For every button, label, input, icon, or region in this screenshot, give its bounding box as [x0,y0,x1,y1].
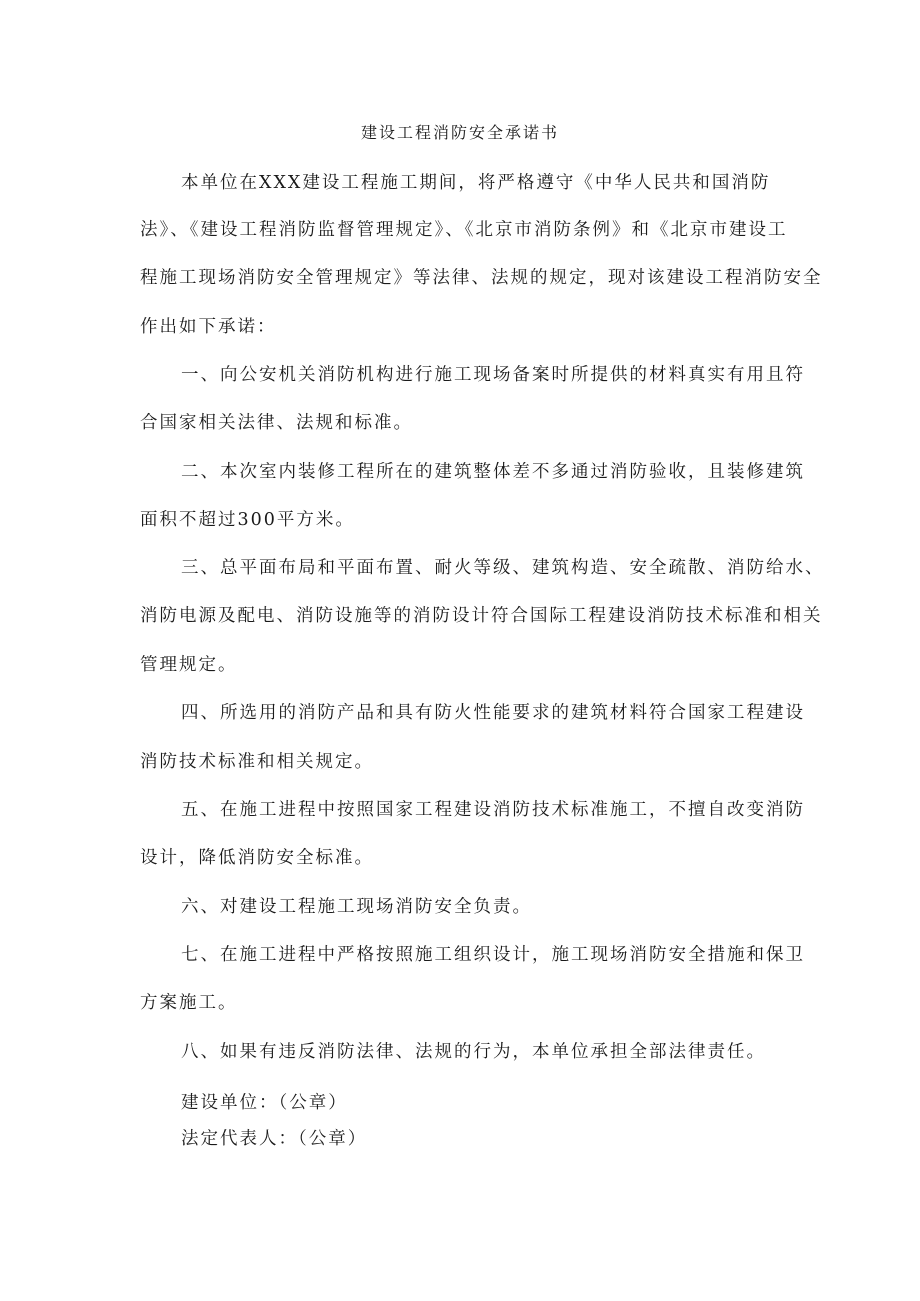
paragraph-line: 三、总平面布局和平面布置、耐火等级、建筑构造、安全疏散、消防给水、 [181,558,825,578]
paragraph-line: 二、本次室内装修工程所在的建筑整体差不多通过消防验收，且装修建筑 [181,462,805,482]
paragraph-line: 一、向公安机关消防机构进行施工现场备案时所提供的材料真实有用且符 [181,365,805,385]
paragraph-line: 合国家相关法律、法规和标准。 [140,413,413,433]
paragraph-line: 四、所选用的消防产品和具有防火性能要求的建筑材料符合国家工程建设 [181,703,805,723]
paragraph-line: 法》、《建设工程消防监督管理规定》、《北京市消防条例》和《北京市建设工 [140,220,788,240]
paragraph-line: 作出如下承诺： [140,317,277,337]
construction-unit-seal-line: 建设单位：（公章） [181,1093,348,1113]
legal-representative-seal-line: 法定代表人：（公章） [181,1129,368,1149]
paragraph-line: 消防技术标准和相关规定。 [140,752,374,772]
paragraph-line: 八、如果有违反消防法律、法规的行为，本单位承担全部法律责任。 [181,1042,766,1062]
document-title: 建设工程消防安全承诺书 [360,123,559,142]
paragraph-line: 本单位在XXX建设工程施工期间，将严格遵守《中华人民共和国消防 [181,173,771,193]
paragraph-line: 方案施工。 [140,993,238,1013]
paragraph-line: 六、对建设工程施工现场消防安全负责。 [181,897,532,917]
paragraph-line: 程施工现场消防安全管理规定》等法律、法规的规定，现对该建设工程消防安全 [140,268,823,288]
paragraph-line: 消防电源及配电、消防设施等的消防设计符合国际工程建设消防技术标准和相关 [140,606,823,626]
paragraph-line: 五、在施工进程中按照国家工程建设消防技术标准施工，不擅自改变消防 [181,800,805,820]
paragraph-line: 管理规定。 [140,655,238,675]
paragraph-line: 设计，降低消防安全标准。 [140,848,374,868]
paragraph-line: 七、在施工进程中严格按照施工组织设计，施工现场消防安全措施和保卫 [181,945,805,965]
paragraph-line: 面积不超过300平方米。 [140,510,355,530]
